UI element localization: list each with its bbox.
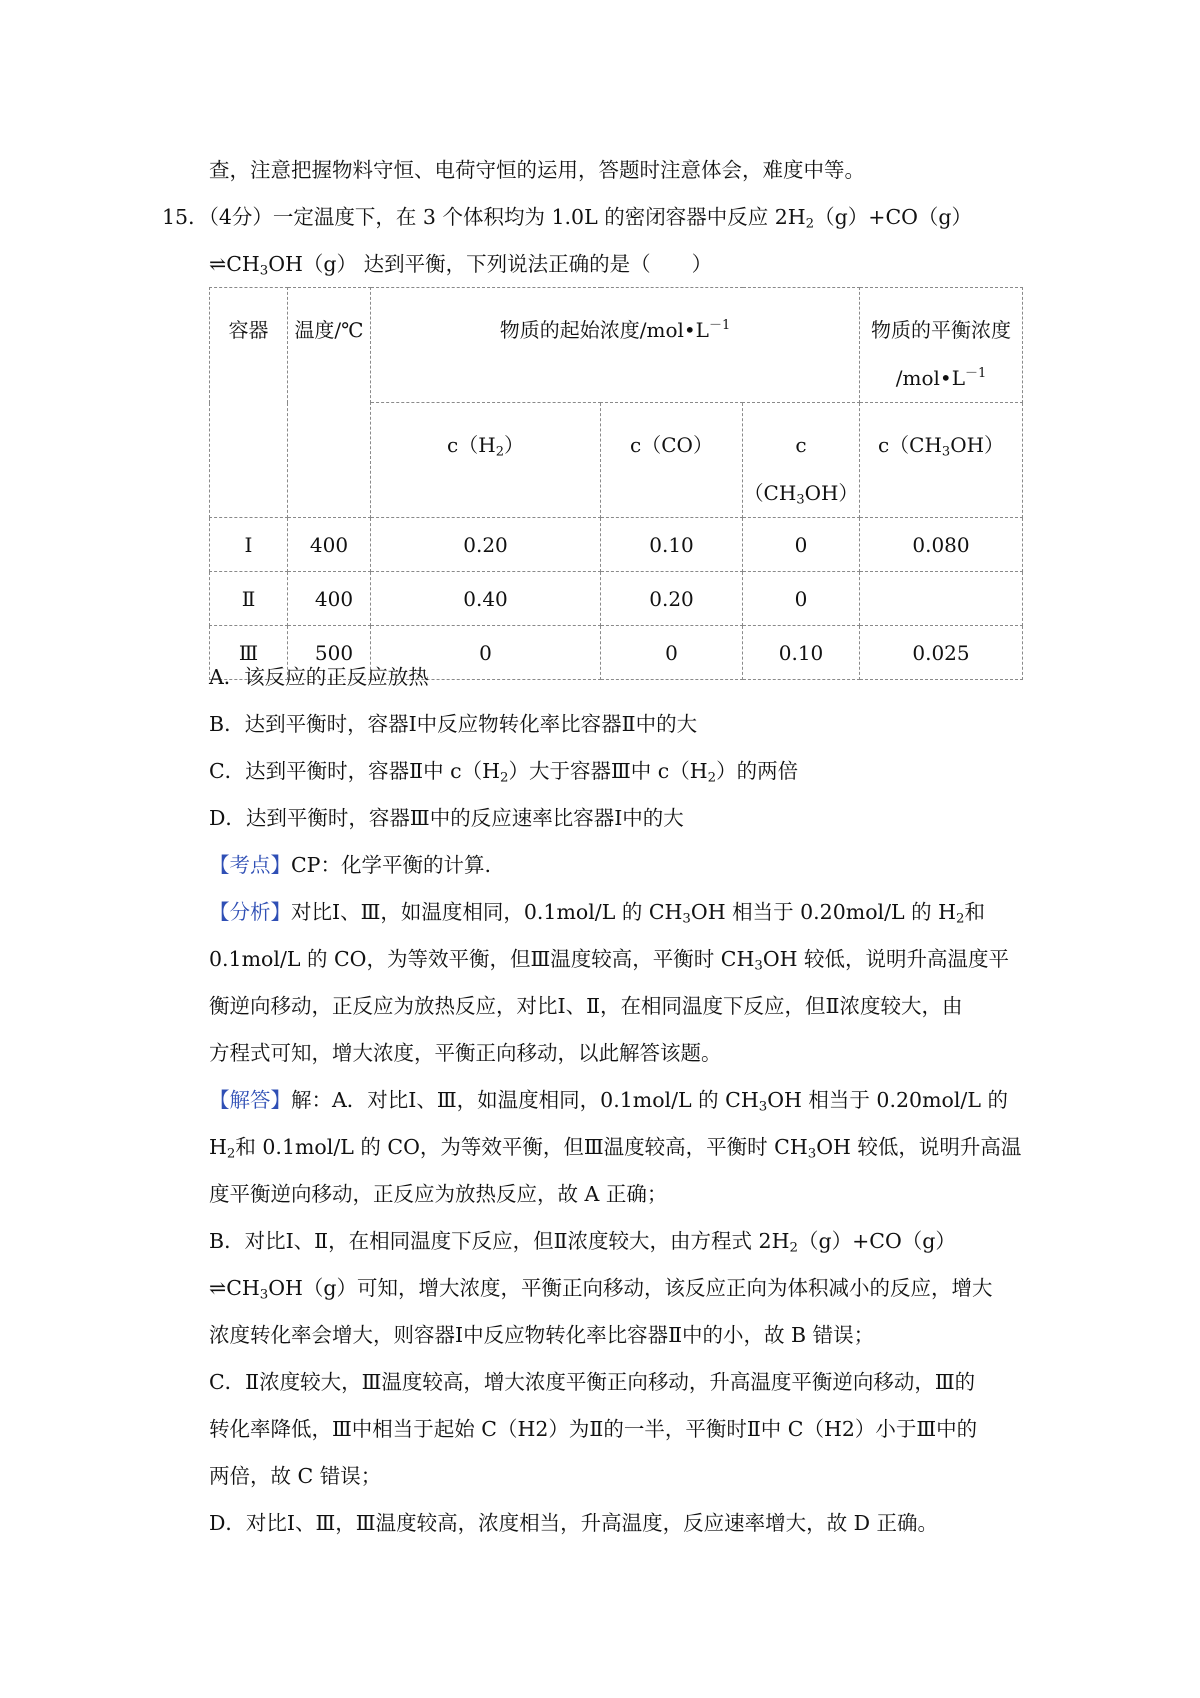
jieda-b-line1: B．对比Ⅰ、Ⅱ，在相同温度下反应，但Ⅱ浓度较大，由方程式 $2H_2(g)+CO(g)$ — [209, 1229, 956, 1256]
row-eq — [860, 572, 1023, 626]
header-initial-concentration: 物质的起始浓度$/mol•L^{-1}$ — [371, 288, 860, 403]
row-eq: 0.080 — [860, 518, 1023, 572]
option-b: B．达到平衡时，容器Ⅰ中反应物转化率比容器Ⅱ中的大 — [209, 712, 698, 736]
row-eq: 0.025 — [860, 626, 1023, 680]
subheader-c-h2: $c(H_2)$ — [371, 403, 601, 518]
intro-tail: 查，注意把握物料守恒、电荷守恒的运用，答题时注意体会，难度中等。 — [209, 158, 865, 182]
kaodian-tag: 【考点】 — [209, 853, 291, 877]
table-row — [210, 518, 1023, 572]
row-co: 0.10 — [601, 518, 743, 572]
jieda-b-line2: $\rightleftharpoons CH_3OH(g)$可知，增大浓度，平衡正向移动，该反应正向为体积减小的反应，增大 — [209, 1276, 993, 1303]
fenxi-tag: 【分析】 — [209, 900, 291, 924]
header-equilibrium-concentration: 物质的平衡浓度 $/mol•L^{-1}$ — [860, 288, 1023, 403]
subheader-c-ch3oh: c $(CH_3OH)$ — [743, 403, 860, 518]
row-h2: 0.40 — [371, 572, 601, 626]
question-number: 15． — [162, 205, 209, 229]
subheader-c-co: c（CO） — [601, 403, 743, 518]
equilibrium-arrow: ⇌ — [209, 252, 227, 276]
option-d: D．达到平衡时，容器Ⅲ中的反应速率比容器Ⅰ中的大 — [209, 806, 684, 830]
fenxi-line1: 【分析】对比Ⅰ、Ⅲ，如温度相同，0.1mol/L 的 $CH_3OH$ 相当于 0.20mol/L 的 $H_2$和 — [209, 900, 986, 927]
fenxi-line2: 0.1mol/L 的 CO，为等效平衡，但Ⅲ温度较高，平衡时 $CH_3OH$ 较低，说明升高温度平 — [209, 947, 1010, 974]
question-stem-line2: $\rightleftharpoons CH_3OH(g)$ 达到平衡，下列说法正确的是（ ） — [209, 252, 713, 279]
header-temperature: 温度/℃ — [288, 288, 371, 518]
jieda-line3: 度平衡逆向移动，正反应为放热反应，故 A 正确； — [209, 1182, 668, 1206]
fenxi-line3: 衡逆向移动，正反应为放热反应，对比Ⅰ、Ⅱ，在相同温度下反应，但Ⅱ浓度较大，由 — [209, 994, 963, 1018]
jieda-tag: 【解答】 — [209, 1088, 291, 1112]
row-h2: 0 — [371, 626, 601, 680]
row-co: 0.20 — [601, 572, 743, 626]
subheader-eq-ch3oh: $c(CH_3OH)$ — [860, 403, 1023, 518]
row-h2: 0.20 — [371, 518, 601, 572]
option-a: A．该反应的正反应放热 — [209, 665, 429, 689]
kaodian: 【考点】CP：化学平衡的计算. — [209, 853, 491, 877]
concentration-table — [209, 287, 1023, 680]
row-label: Ⅱ — [210, 572, 288, 626]
row-label: Ⅰ — [210, 518, 288, 572]
question-stem-line1: 15．（4分）一定温度下，在 3 个体积均为 1.0L 的密闭容器中反应 $2H_2(g)+CO(g)$ — [162, 205, 973, 232]
row-ch3oh: 0 — [743, 572, 860, 626]
jieda-line2: $H_2$和 0.1mol/L 的 CO，为等效平衡，但Ⅲ温度较高，平衡时 $CH_3OH$ 较低，说明升高温 — [209, 1135, 1022, 1162]
row-ch3oh: 0.10 — [743, 626, 860, 680]
jieda-c-line1: C．Ⅱ浓度较大，Ⅲ温度较高，增大浓度平衡正向移动，升高温度平衡逆向移动，Ⅲ的 — [209, 1370, 976, 1394]
header-container: 容器 — [210, 288, 288, 518]
row-temp: 500 — [288, 626, 371, 680]
fenxi-line4: 方程式可知，增大浓度，平衡正向移动，以此解答该题。 — [209, 1041, 722, 1065]
option-c: C．达到平衡时，容器Ⅱ中 $c(H_2)$大于容器Ⅲ中 $c(H_2)$的两倍 — [209, 759, 799, 786]
row-temp: 400 — [288, 518, 371, 572]
row-temp: 400 — [288, 572, 371, 626]
row-label: Ⅲ — [210, 626, 288, 680]
row-co: 0 — [601, 626, 743, 680]
jieda-c-line2: 转化率降低，Ⅲ中相当于起始 C（H2）为Ⅱ的一半，平衡时Ⅱ中 C（H2）小于Ⅲ中的 — [209, 1417, 978, 1441]
question-score: （4分） — [208, 205, 273, 229]
table-row — [210, 572, 1023, 626]
jieda-line1: 【解答】解：A．对比Ⅰ、Ⅲ，如温度相同，0.1mol/L 的 $CH_3OH$ 相当于 0.20mol/L 的 — [209, 1088, 1008, 1115]
jieda-d-line1: D．对比Ⅰ、Ⅲ，Ⅲ温度较高，浓度相当，升高温度，反应速率增大，故 D 正确。 — [209, 1511, 939, 1535]
jieda-b-line3: 浓度转化率会增大，则容器Ⅰ中反应物转化率比容器Ⅱ中的小，故 B 错误； — [209, 1323, 875, 1347]
jieda-c-line3: 两倍，故 C 错误； — [209, 1464, 382, 1488]
row-ch3oh: 0 — [743, 518, 860, 572]
